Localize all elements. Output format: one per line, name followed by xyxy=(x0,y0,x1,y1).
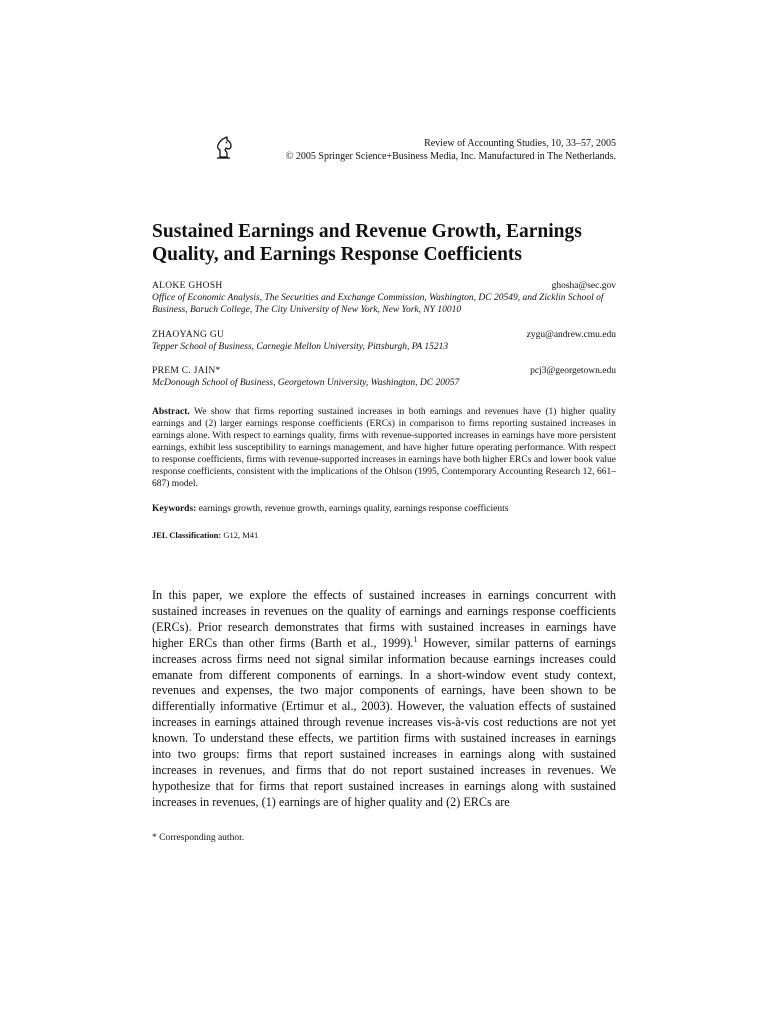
author-block xyxy=(152,365,616,389)
paper-title: Sustained Earnings and Revenue Growth, Earnings Quality, and Earnings Response Coefficients xyxy=(152,221,582,265)
abstract-text: We show that firms reporting sustained increases in both earnings and revenues have (1) higher quality earnings and (2) larger earnings response coefficients (ERCs) in comparison to firms reporting sustained increases in earnings alone. With respect to earnings quality, firms with revenue-supported increases in earnings have more persistent earnings, exhibit less susceptibility to earnings management, and have higher future operating performance. With respect to response coefficients, firms with revenue-supported increases in earnings have both higher ERCs and lower book value response coefficients, consistent with the implications of the Ohlson (1995, Contemporary Accounting Research 12, 661–687) model. xyxy=(152,407,616,489)
keywords-label: Keywords: xyxy=(152,504,197,514)
abstract xyxy=(152,406,616,490)
journal-header xyxy=(286,137,616,163)
abstract-label: Abstract. xyxy=(152,407,190,417)
journal-citation: Review of Accounting Studies, 10, 33–57, 2005 xyxy=(424,138,616,149)
jel-label: JEL Classification: xyxy=(152,530,222,540)
author-email[interactable]: pcj3@georgetown.edu xyxy=(530,366,616,376)
author-email[interactable]: zygu@andrew.cmu.edu xyxy=(526,330,616,340)
keywords xyxy=(152,503,616,515)
author-affiliation: Office of Economic Analysis, The Securities and Exchange Commission, Washington, DC 20549, and Zicklin School of Business, Baruch College, The City University of New York, New York, NY 10010 xyxy=(152,293,604,315)
body-text-part1: In this paper, we explore the effects of sustained increases in earnings concurrent with sustained increases in revenues on the quality of earnings and earnings response coefficients (ERCs). Prior research demonstrates that firms with sustained increases in earnings have higher ERCs than other firms (Barth et al., 1999). xyxy=(152,588,616,650)
body-text-part2: However, similar patterns of earnings increases across firms need not signal similar information because earnings increases could emanate from different components of earnings. In a short-window event study context, revenues and expenses, the two major components of earnings, have been shown to be differentially informative (Ertimur et al., 2003). However, the valuation effects of sustained increases in earnings attained through revenue increases vis-à-vis cost reductions are not yet known. To understand these effects, we partition firms with sustained increases in earnings into two groups: firms that report sustained increases in earnings along with sustained increases in revenues, and firms that do not report sustained increases in revenues. We hypothesize that for firms that report sustained increases in earnings along with sustained increases in revenues, (1) earnings are of higher quality and (2) ERCs are xyxy=(152,635,616,809)
author-email[interactable]: ghosha@sec.gov xyxy=(551,281,616,291)
jel-classification xyxy=(152,530,616,541)
author-name: PREM C. JAIN* xyxy=(152,366,221,376)
keywords-text: earnings growth, revenue growth, earnings quality, earnings response coefficients xyxy=(198,504,509,514)
copyright-notice: © 2005 Springer Science+Business Media, Inc. Manufactured in The Netherlands. xyxy=(285,151,616,162)
author-block xyxy=(152,280,616,316)
author-affiliation: McDonough School of Business, Georgetown University, Washington, DC 20057 xyxy=(152,378,460,388)
springer-horse-icon xyxy=(214,136,236,160)
author-affiliation: Tepper School of Business, Carnegie Mellon University, Pittsburgh, PA 15213 xyxy=(152,342,449,352)
author-name: ALOKE GHOSH xyxy=(152,281,223,291)
footnote: * Corresponding author. xyxy=(152,833,245,843)
author-name: ZHAOYANG GU xyxy=(152,330,225,340)
author-block xyxy=(152,329,616,353)
jel-codes: G12, M41 xyxy=(223,530,259,540)
footnote-marker: 1 xyxy=(413,634,418,644)
body-paragraph xyxy=(152,588,616,811)
